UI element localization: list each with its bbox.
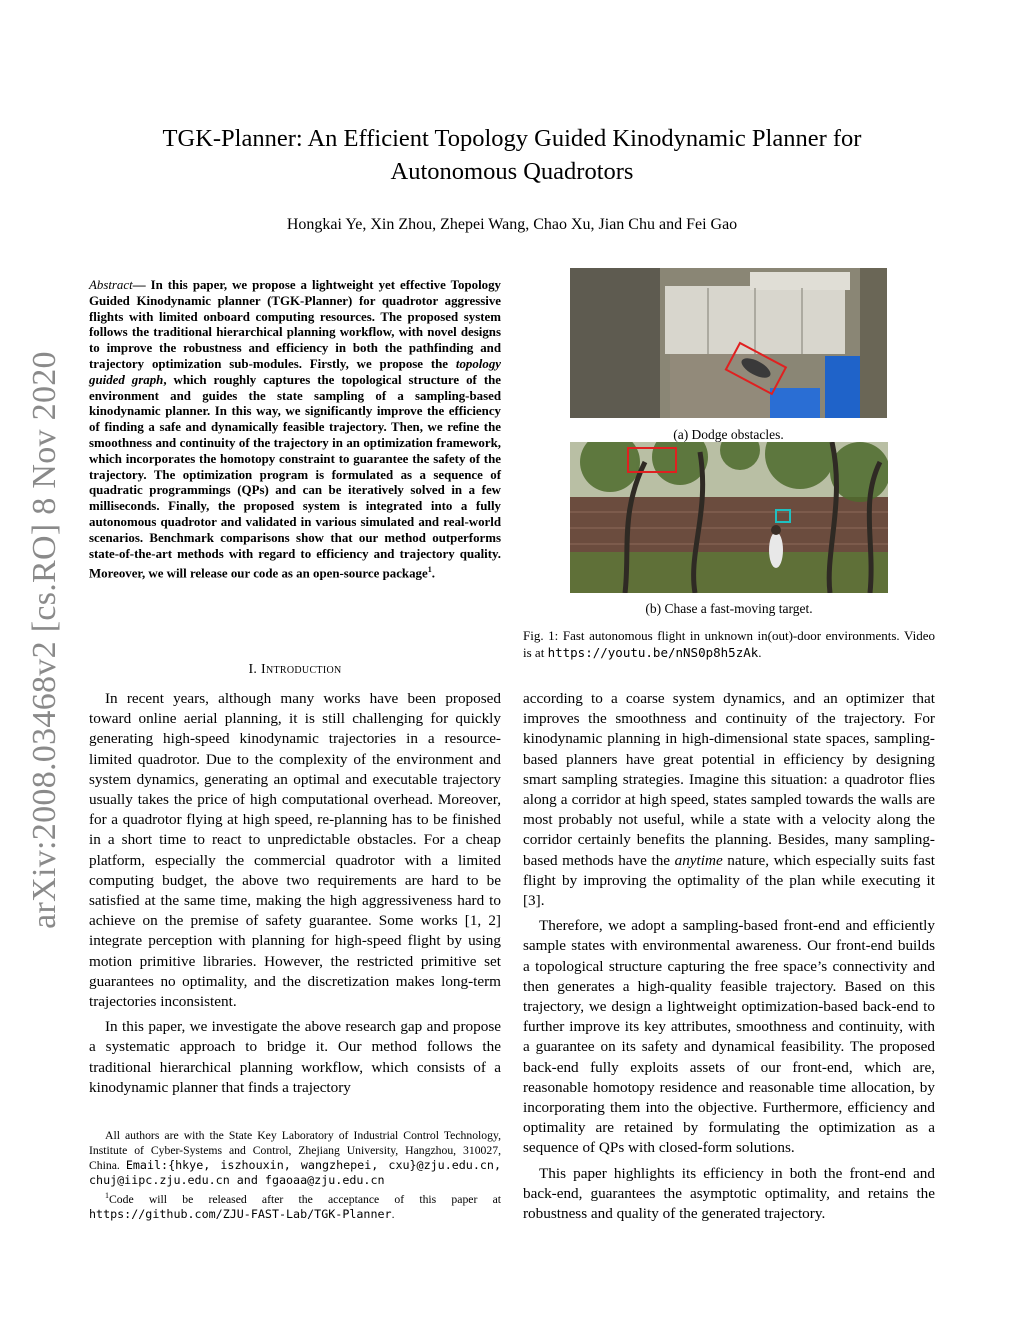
- right-paragraph-3: This paper highlights its efficiency in both the front-end and back-end, guarantees the asymptotic optimality, and retains the robustness and quality of the generated trajectory.: [523, 1164, 935, 1223]
- footnote-ref[interactable]: 1: [427, 565, 432, 575]
- outdoor-scene-illustration: [570, 442, 888, 593]
- abstract-emphasis: topology guided graph: [89, 356, 501, 387]
- right-paragraph-1-text-a: according to a coarse system dynamics, and an optimizer that improves the smoothness and continuity of the trajectory. For kinodynamic planning in high-dimensional state spaces, sampling-based planners have great potential in efficiency by designing smart sampling strategies. Imagine this situation: a quadrotor flies along a corridor at high speed, states sampled towards the walls are most probably not useful, while a state with a velocity along the corridor certainly benefits the planning. Besides, many sampling-based methods have the: [523, 690, 935, 869]
- footnote-number: 1: [105, 1191, 109, 1200]
- affiliation-text: All authors are with the State Key Laboratory of Industrial Control Technology, Institute of Cyber-Systems and Control, Zhejiang University, Hangzhou, 310027, China.: [89, 1129, 501, 1172]
- paper-title: TGK-Planner: An Efficient Topology Guided Kinodynamic Planner for Autonomous Quadrotors: [162, 125, 862, 185]
- figure-caption: [523, 627, 935, 661]
- code-footnote-text: Code will be released after the acceptance of this paper at: [109, 1192, 501, 1206]
- abstract-text-2: , which roughly captures the topological structure of the environment and guides the state sampling of a sampling-based kinodynamic planner. In this way, we significantly improve the efficiency of finding a safe and dynamically feasible trajectory. Then, we refine the smoothness and continuity of the trajectory in an optimization framework, which incorporates the homotopy constraint to guarantee the safety of the trajectory. The optimization program is formulated as a sequence of quadratic programmings (QPs) and can be iteratively solved in a few milliseconds. Finally, the proposed system is integrated into a fully autonomous quadrotor and validated in various simulated and real-world scenarios. Benchmark comparisons show that our method outperforms state-of-the-art methods with regard to efficiency and trajectory quality. Moreover, we will release our code as an open-source package: [89, 372, 501, 581]
- affiliation-footnote: [89, 1128, 501, 1188]
- introduction-body: [89, 689, 501, 1098]
- subfigure-caption-a: (a) Dodge obstacles.: [673, 427, 784, 442]
- footnotes: [89, 1128, 501, 1222]
- figure-chase-target-image: [570, 442, 888, 593]
- arxiv-stamp: [0, 0, 90, 1325]
- subfigure-caption-b: (b) Chase a fast-moving target.: [645, 601, 813, 616]
- right-paragraph-1: [523, 689, 935, 911]
- anytime-emphasis: anytime: [674, 851, 723, 869]
- figure-caption-text: Fig. 1: Fast autonomous flight in unknown in(out)-door environments. Video is at: [523, 628, 935, 660]
- abstract-end: .: [431, 566, 435, 581]
- code-url-link[interactable]: https://github.com/ZJU-FAST-Lab/TGK-Planner: [89, 1206, 392, 1221]
- code-footnote-end: .: [391, 1207, 395, 1221]
- intro-paragraph-2: In this paper, we investigate the above research gap and propose a systematic approach to bridge it. Our method follows the traditional hierarchical planning workflow, which consists of a kinodynamic planner that finds a trajectory: [89, 1018, 501, 1096]
- author-list: Hongkai Ye, Xin Zhou, Zhepei Wang, Chao Xu, Jian Chu and Fei Gao: [286, 216, 738, 233]
- indoor-scene-illustration: [570, 268, 887, 418]
- abstract-dash: —: [132, 278, 146, 292]
- abstract-label: Abstract: [89, 278, 133, 292]
- email-list: Email:{hkye, iszhouxin, wangzhepei, cxu}@zju.edu.cn, chuj@iipc.zju.edu.cn and fgaoaa@zju.edu.cn: [89, 1158, 501, 1187]
- right-column-body: [523, 689, 935, 1224]
- right-paragraph-2: Therefore, we adopt a sampling-based front-end and efficiently sample states with environmental awareness. Our front-end builds a topological structure capturing the free space’s connectivity and then generates a high-quality feasible trajectory. Based on this trajectory, we design a lightweight optimization-based back-end to further improve its key attributes, smoothness and continuity, with a guarantee on its safety and dynamical feasibility. The proposed back-end fully exploits assets of our front-end, which are, reasonable homotopy residence and reasonable time allocation, by incorporating them into the objective. Furthermore, efficiency and optimality are retained by formulating the optimization as a sequence of QPs with closed-form solutions.: [523, 917, 935, 1157]
- intro-paragraph-1: In recent years, although many works have been proposed toward online aerial planning, it is still challenging for quickly generating high-speed kinodynamic trajectories in a resource-limited quadrotor. Due to the complexity of the environment and system dynamics, generating an optimal and executable trajectory usually takes the price of high computational overhead. Moreover, for a quadrotor flying at high speed, re-planning has to be finished in a short time to react to unpredictable obstacles. For a cheap platform, especially the commercial quadrotor with a limited computing budget, the above two requirements are hard to be satisfied at the same time, making the high aggressiveness hard to achieve on the premise of safety guarantee. Some works [1, 2] integrate perception with planning for high-speed flight by using motion primitive libraries. However, the restricted primitive set guarantees no optimality, and the discretization makes long-term trajectories inconsistent.: [89, 690, 501, 1011]
- figure-caption-end: .: [758, 645, 762, 660]
- section-heading-introduction: I. Introduction: [248, 662, 342, 677]
- arxiv-id[interactable]: arXiv:2008.03468v2 [cs.RO] 8 Nov 2020: [26, 351, 63, 929]
- abstract: [89, 278, 501, 582]
- abstract-text-1: In this paper, we propose a lightweight yet effective Topology Guided Kinodynamic planner (TGK-Planner) for quadrotor aggressive flights with limited onboard computing resources. The proposed system follows the traditional hierarchical planning workflow, with novel designs to improve the robustness and efficiency in both the pathfinding and trajectory optimization sub-modules. Firstly, we propose the: [89, 278, 501, 371]
- right-paragraph-1-text-b: nature, which especially suits fast flight by improving the optimality of the plan while executing it [3].: [523, 851, 935, 910]
- figure-dodge-obstacles-image: [570, 268, 887, 418]
- code-footnote: [89, 1188, 501, 1222]
- video-url-link[interactable]: https://youtu.be/nNS0p8h5zAk: [547, 645, 759, 660]
